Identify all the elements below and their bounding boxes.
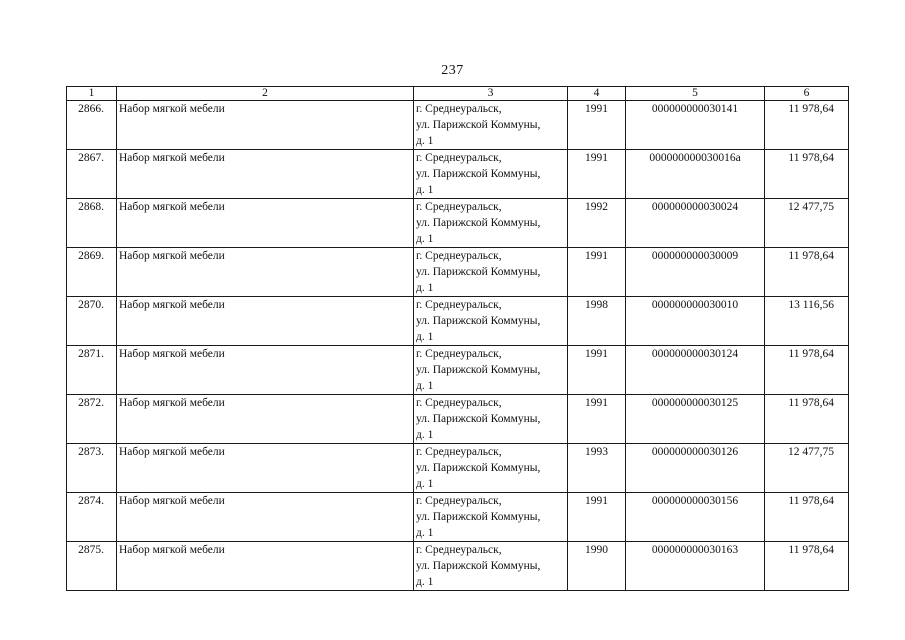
row-number-cell: 2873.	[67, 444, 117, 493]
address-line: д. 1	[416, 380, 434, 392]
year-cell: 1991	[568, 395, 626, 444]
address-line: д. 1	[416, 184, 434, 196]
address-line: г. Среднеуральск,	[416, 495, 502, 507]
address-line: д. 1	[416, 233, 434, 245]
address-cell	[414, 395, 568, 444]
inventory-number-cell: 000000000030024	[626, 199, 765, 248]
address-cell	[414, 346, 568, 395]
cost-cell: 11 978,64	[765, 493, 849, 542]
inventory-number-cell: 000000000030141	[626, 101, 765, 150]
address-line: д. 1	[416, 135, 434, 147]
address-line: ул. Парижской Коммуны,	[416, 315, 541, 327]
column-header-6: 6	[765, 87, 849, 101]
item-name-cell: Набор мягкой мебели	[117, 297, 414, 346]
table-row	[67, 542, 849, 591]
row-number-cell: 2874.	[67, 493, 117, 542]
inventory-number-cell: 000000000030126	[626, 444, 765, 493]
column-header-3: 3	[414, 87, 568, 101]
address-cell	[414, 542, 568, 591]
address-cell	[414, 199, 568, 248]
column-number-row	[67, 87, 849, 101]
item-name-cell: Набор мягкой мебели	[117, 542, 414, 591]
row-number-cell: 2870.	[67, 297, 117, 346]
inventory-number-cell: 000000000030156	[626, 493, 765, 542]
address-line: г. Среднеуральск,	[416, 299, 502, 311]
item-name-cell: Набор мягкой мебели	[117, 444, 414, 493]
address-cell	[414, 101, 568, 150]
inventory-number-cell: 000000000030125	[626, 395, 765, 444]
table-row	[67, 199, 849, 248]
address-line: д. 1	[416, 576, 434, 588]
cost-cell: 11 978,64	[765, 150, 849, 199]
item-name-cell: Набор мягкой мебели	[117, 248, 414, 297]
year-cell: 1990	[568, 542, 626, 591]
row-number-cell: 2868.	[67, 199, 117, 248]
row-number-cell: 2871.	[67, 346, 117, 395]
column-header-4: 4	[568, 87, 626, 101]
address-cell	[414, 297, 568, 346]
address-line: ул. Парижской Коммуны,	[416, 364, 541, 376]
year-cell: 1998	[568, 297, 626, 346]
address-cell	[414, 150, 568, 199]
cost-cell: 11 978,64	[765, 395, 849, 444]
table-row	[67, 444, 849, 493]
cost-cell: 11 978,64	[765, 248, 849, 297]
address-line: г. Среднеуральск,	[416, 250, 502, 262]
table-row	[67, 346, 849, 395]
address-cell	[414, 248, 568, 297]
cost-cell: 11 978,64	[765, 542, 849, 591]
row-number-cell: 2872.	[67, 395, 117, 444]
row-number-cell: 2866.	[67, 101, 117, 150]
column-header-1: 1	[67, 87, 117, 101]
column-header-5: 5	[626, 87, 765, 101]
table-row	[67, 297, 849, 346]
address-line: г. Среднеуральск,	[416, 103, 502, 115]
inventory-number-cell: 000000000030124	[626, 346, 765, 395]
address-line: г. Среднеуральск,	[416, 446, 502, 458]
item-name-cell: Набор мягкой мебели	[117, 199, 414, 248]
item-name-cell: Набор мягкой мебели	[117, 395, 414, 444]
row-number-cell: 2869.	[67, 248, 117, 297]
item-name-cell: Набор мягкой мебели	[117, 493, 414, 542]
row-number-cell: 2875.	[67, 542, 117, 591]
table-body	[67, 101, 849, 591]
cost-cell: 11 978,64	[765, 101, 849, 150]
address-line: ул. Парижской Коммуны,	[416, 462, 541, 474]
address-line: ул. Парижской Коммуны,	[416, 119, 541, 131]
table-header	[67, 87, 849, 101]
address-line: ул. Парижской Коммуны,	[416, 413, 541, 425]
address-line: д. 1	[416, 478, 434, 490]
table-row	[67, 150, 849, 199]
inventory-number-cell: 000000000030010	[626, 297, 765, 346]
inventory-number-cell: 000000000030009	[626, 248, 765, 297]
year-cell: 1991	[568, 248, 626, 297]
table-row	[67, 395, 849, 444]
inventory-number-cell: 000000000030163	[626, 542, 765, 591]
address-line: д. 1	[416, 331, 434, 343]
column-header-2: 2	[117, 87, 414, 101]
address-line: д. 1	[416, 282, 434, 294]
cost-cell: 11 978,64	[765, 346, 849, 395]
table-row	[67, 493, 849, 542]
year-cell: 1992	[568, 199, 626, 248]
cost-cell: 12 477,75	[765, 444, 849, 493]
address-line: ул. Парижской Коммуны,	[416, 511, 541, 523]
year-cell: 1991	[568, 101, 626, 150]
table-row	[67, 248, 849, 297]
address-line: г. Среднеуральск,	[416, 348, 502, 360]
row-number-cell: 2867.	[67, 150, 117, 199]
table-row	[67, 101, 849, 150]
address-cell	[414, 444, 568, 493]
address-line: г. Среднеуральск,	[416, 152, 502, 164]
property-register-table	[66, 86, 849, 591]
item-name-cell: Набор мягкой мебели	[117, 346, 414, 395]
year-cell: 1991	[568, 150, 626, 199]
address-line: г. Среднеуральск,	[416, 201, 502, 213]
item-name-cell: Набор мягкой мебели	[117, 101, 414, 150]
address-line: г. Среднеуральск,	[416, 544, 502, 556]
address-line: ул. Парижской Коммуны,	[416, 168, 541, 180]
address-line: ул. Парижской Коммуны,	[416, 266, 541, 278]
page-number: 237	[441, 63, 464, 78]
year-cell: 1991	[568, 346, 626, 395]
cost-cell: 13 116,56	[765, 297, 849, 346]
year-cell: 1993	[568, 444, 626, 493]
inventory-number-cell: 000000000030016a	[626, 150, 765, 199]
item-name-cell: Набор мягкой мебели	[117, 150, 414, 199]
address-line: д. 1	[416, 429, 434, 441]
address-cell	[414, 493, 568, 542]
year-cell: 1991	[568, 493, 626, 542]
address-line: д. 1	[416, 527, 434, 539]
cost-cell: 12 477,75	[765, 199, 849, 248]
address-line: ул. Парижской Коммуны,	[416, 217, 541, 229]
address-line: ул. Парижской Коммуны,	[416, 560, 541, 572]
address-line: г. Среднеуральск,	[416, 397, 502, 409]
